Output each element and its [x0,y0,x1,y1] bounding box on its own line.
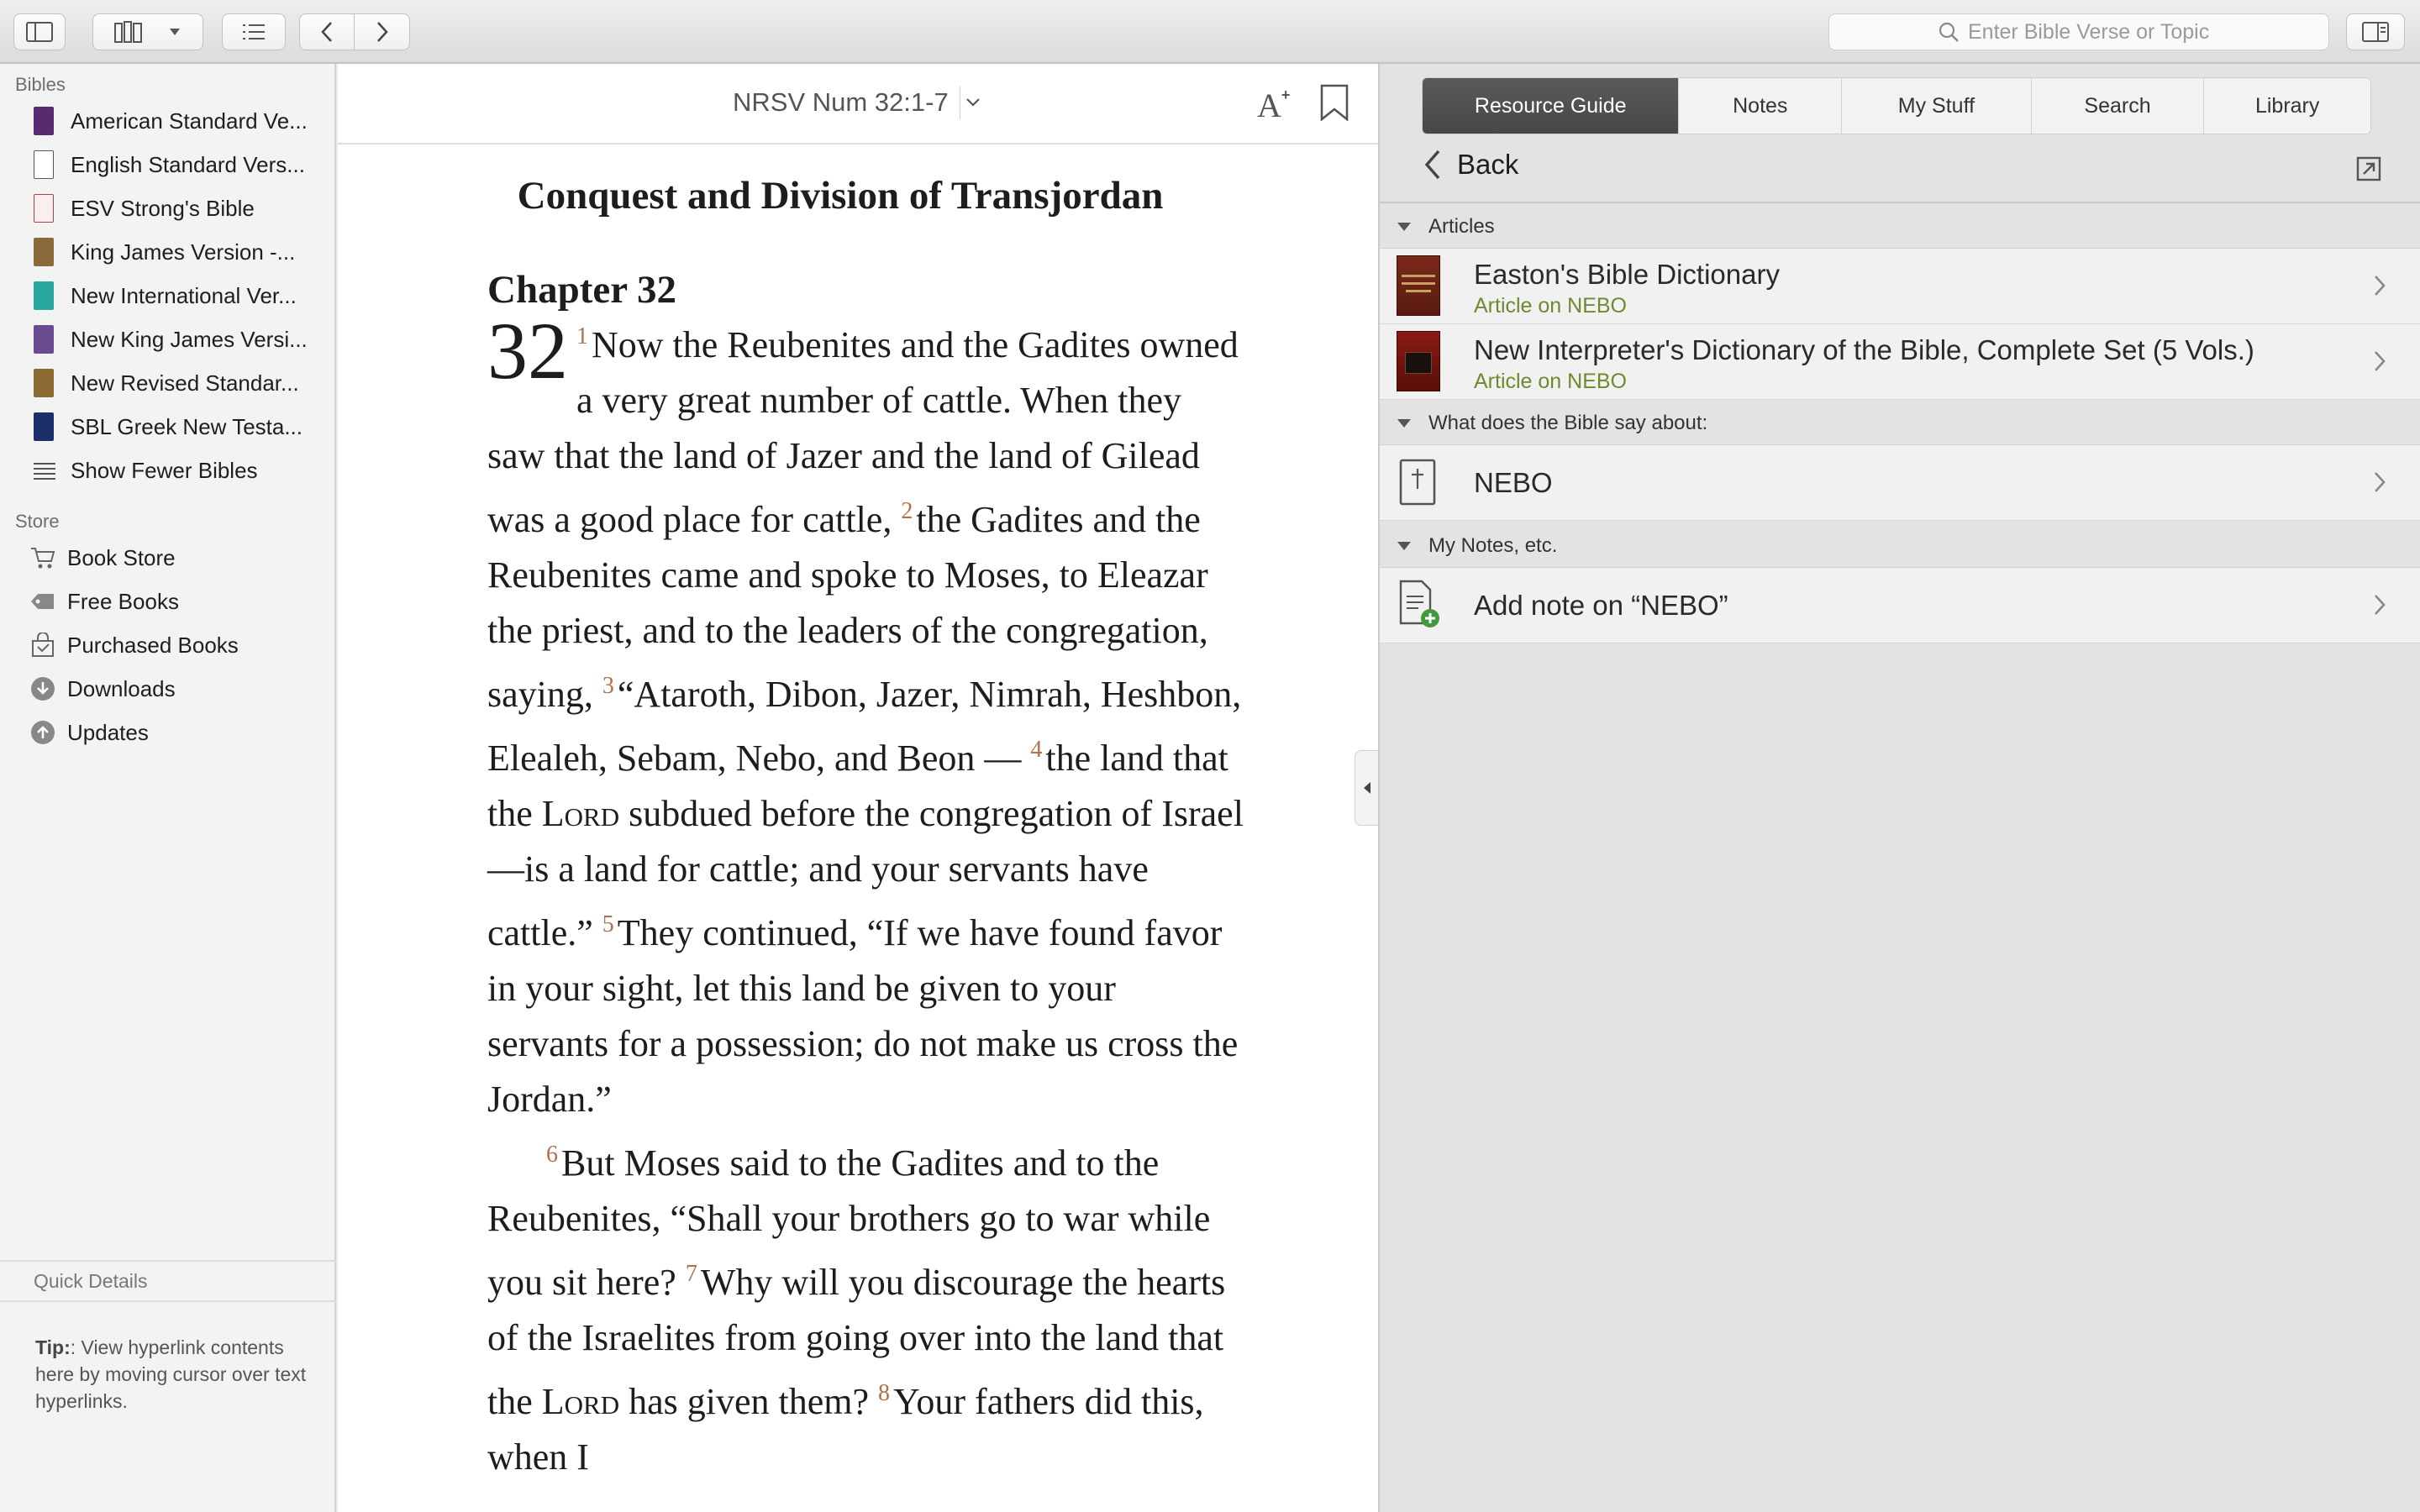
book-cover-icon [34,150,54,179]
verse-text: But Moses said to the Gadites and to the Reubenites, “Shall your brothers go to war while you sit here? [487,1142,1211,1303]
add-note-icon [1398,580,1440,630]
store-list [0,536,336,754]
sidebar-item-bible[interactable]: New International Ver... [0,274,336,318]
tip-label: Tip: [35,1336,71,1358]
verse-search-box[interactable] [1828,13,2329,50]
back-row [1380,139,2420,203]
tab-search[interactable]: Search [2032,78,2205,134]
article-title: Easton's Bible Dictionary [1474,259,1780,290]
back-button[interactable] [1423,148,1518,181]
reader-pane [338,64,1378,1512]
bookmark-icon [1319,84,1349,121]
chevron-right-icon [2373,349,2386,373]
book-cover-icon [34,325,54,354]
book-cover-icon [34,107,54,135]
toolbar [0,0,2420,64]
bag-icon [30,633,55,658]
verse-number[interactable]: 2 [901,498,913,524]
book-cover-icon [1397,331,1440,391]
bible-text [487,306,1244,1485]
back-label: Back [1457,149,1519,180]
chevron-right-icon [2373,274,2386,297]
text-options-button[interactable] [1257,86,1290,125]
article-subtitle: Article on NEBO [1474,294,1628,318]
forward-nav-button[interactable] [355,14,409,50]
chevron-down-icon [965,97,981,108]
sidebar-item-purchased-books[interactable]: Purchased Books [0,623,336,667]
article-subtitle: Article on NEBO [1474,370,1628,393]
sidebar-item-bible[interactable]: ESV Strong's Bible [0,186,336,230]
history-nav [299,13,410,50]
verse-number[interactable]: 8 [878,1380,891,1406]
tab-library[interactable]: Library [2254,93,2320,118]
chevron-left-icon [1423,148,1442,181]
chapter-number: 32 [487,306,568,396]
verse-text: Now the Reubenites and the Gadites owned a very great number of cattle. When they saw that the land of Jazer and the land of Gilead was a good place for cattle, [487,324,1239,540]
my-notes-group-header[interactable] [1380,524,2420,568]
chevron-down-icon [168,27,182,37]
popout-button[interactable] [2356,156,2381,186]
tab-resource-guide[interactable]: Resource Guide [1423,78,1679,134]
tag-icon [30,589,55,614]
bibles-list [0,99,336,492]
bookmark-button[interactable] [1319,84,1349,125]
chevron-right-icon [376,21,389,43]
articles-heading: Articles [1428,214,1495,238]
quick-details-tip [35,1334,313,1415]
panel-tabs [1422,77,2371,134]
chapter-title: Chapter 32 [487,268,676,312]
quick-details-header[interactable]: Quick Details [0,1260,336,1302]
verse-number[interactable]: 5 [602,911,614,937]
bible-says-heading: What does the Bible say about: [1428,411,1708,434]
bible-book-icon [1398,459,1437,506]
verse-text: Your fathers did this, when I [487,1381,1204,1478]
collapse-panel-handle[interactable] [1355,750,1378,826]
disclosure-triangle-icon [1397,418,1412,428]
reference-label[interactable]: NRSV Num 32:1-7 [733,87,949,117]
book-cover-icon [34,281,54,310]
reference-dropdown-button[interactable] [960,86,985,119]
verse-number[interactable]: 1 [576,323,588,349]
verse-text: subdued before the congregation of Israel—is a land for cattle; and your servants have cattle.” [487,793,1244,953]
sidebar-item-free-books[interactable]: Free Books [0,580,336,623]
articles-group-header[interactable] [1380,205,2420,249]
verse-text: the land that the [487,738,1228,834]
add-note-row[interactable] [1380,568,2420,643]
sidebar-item-bible[interactable]: SBL Greek New Testa... [0,405,336,449]
search-icon [1938,21,1960,43]
popout-icon [2356,156,2381,181]
verse-text: “Ataroth, Dibon, Jazer, Nimrah, Heshbon, Elealeh, Sebam, Nebo, and Beon — [487,674,1242,779]
verse-text: They continued, “If we have found favor in your sight, let this land be given to your servants for a possession; do not make us cross the Jordan.” [487,912,1239,1120]
chevron-right-icon [2373,470,2386,494]
panel-icon [2362,22,2389,42]
article-row-eastons[interactable] [1380,249,2420,324]
disclosure-triangle-icon [1397,222,1412,232]
reader-header [338,64,1378,144]
article-title: New Interpreter's Dictionary of the Bible, Complete Set (5 Vols.) [1474,334,2254,365]
list-icon [241,23,266,41]
triangle-left-icon [1362,781,1372,795]
my-notes-heading: My Notes, etc. [1428,533,1558,557]
add-note-label: Add note on “NEBO” [1474,590,1728,621]
bibles-heading: Bibles [15,74,66,95]
verse-number[interactable]: 3 [602,673,614,699]
sidebar-item-bible[interactable]: New Revised Standar... [0,361,336,405]
sidebar-item-bible[interactable]: English Standard Vers... [0,143,336,186]
library-icon [114,21,143,43]
divine-name[interactable]: Lord [541,1381,620,1422]
topic-row-nebo[interactable] [1380,445,2420,521]
reader-body [487,173,1244,1485]
verse-number[interactable]: 4 [1030,737,1043,763]
book-cover-icon [34,194,54,223]
book-cover-icon [34,412,54,441]
store-heading: Store [15,511,60,532]
panel-toggle-button[interactable] [2346,13,2405,50]
divine-name[interactable]: Lord [541,793,620,834]
download-icon [30,676,55,701]
sidebar-toggle-button[interactable] [13,13,66,50]
list-icon [32,458,57,483]
book-cover-icon [34,238,54,266]
chevron-left-icon [320,21,334,43]
sidebar-item-bible[interactable]: New King James Versi... [0,318,336,361]
book-cover-icon [34,369,54,397]
sidebar-item-bible[interactable]: American Standard Ve... [0,99,336,143]
verse-text: the Gadites and the Reubenites came and spoke to Moses, to Eleazar the priest, and to the leaders of the congregation, saying, [487,499,1208,715]
verse-search-input[interactable] [1968,20,2220,45]
update-icon [30,720,55,745]
sidebar-item-bible[interactable]: King James Version -... [0,230,336,274]
section-title: Conquest and Division of Transjordan [517,174,1164,218]
contents-button[interactable] [222,13,286,50]
library-layout-button[interactable] [92,13,203,50]
topic-title: NEBO [1474,467,1553,498]
book-cover-icon [1397,255,1440,316]
sidebar-item-book-store[interactable]: Book Store [0,536,336,580]
verse-text: has given them? [629,1381,870,1422]
verse-text: Why will you discourage the hearts of the Israelites from going over into the land that the [487,1262,1226,1422]
font-size-icon: A [1257,87,1281,124]
disclosure-triangle-icon [1397,541,1412,551]
tab-my-stuff[interactable]: My Stuff [1842,78,2032,134]
tip-text: : View hyperlink contents here by moving cursor over text hyperlinks. [35,1336,307,1412]
sidebar [0,64,336,1512]
back-nav-button[interactable] [300,14,355,50]
sidebar-icon [26,22,53,42]
verse-number[interactable]: 7 [685,1261,697,1287]
show-fewer-bibles-button[interactable]: Show Fewer Bibles [0,449,336,492]
tab-notes[interactable]: Notes [1679,78,1842,134]
resource-panel [1378,64,2420,1512]
sidebar-item-downloads[interactable]: Downloads [0,667,336,711]
chevron-right-icon [2373,593,2386,617]
article-row-new-interpreters[interactable] [1380,324,2420,400]
verse-number[interactable]: 6 [546,1142,558,1168]
plus-icon: + [1281,87,1291,103]
sidebar-item-updates[interactable]: Updates [0,711,336,754]
cart-icon [30,545,55,570]
bible-says-group-header[interactable] [1380,402,2420,445]
